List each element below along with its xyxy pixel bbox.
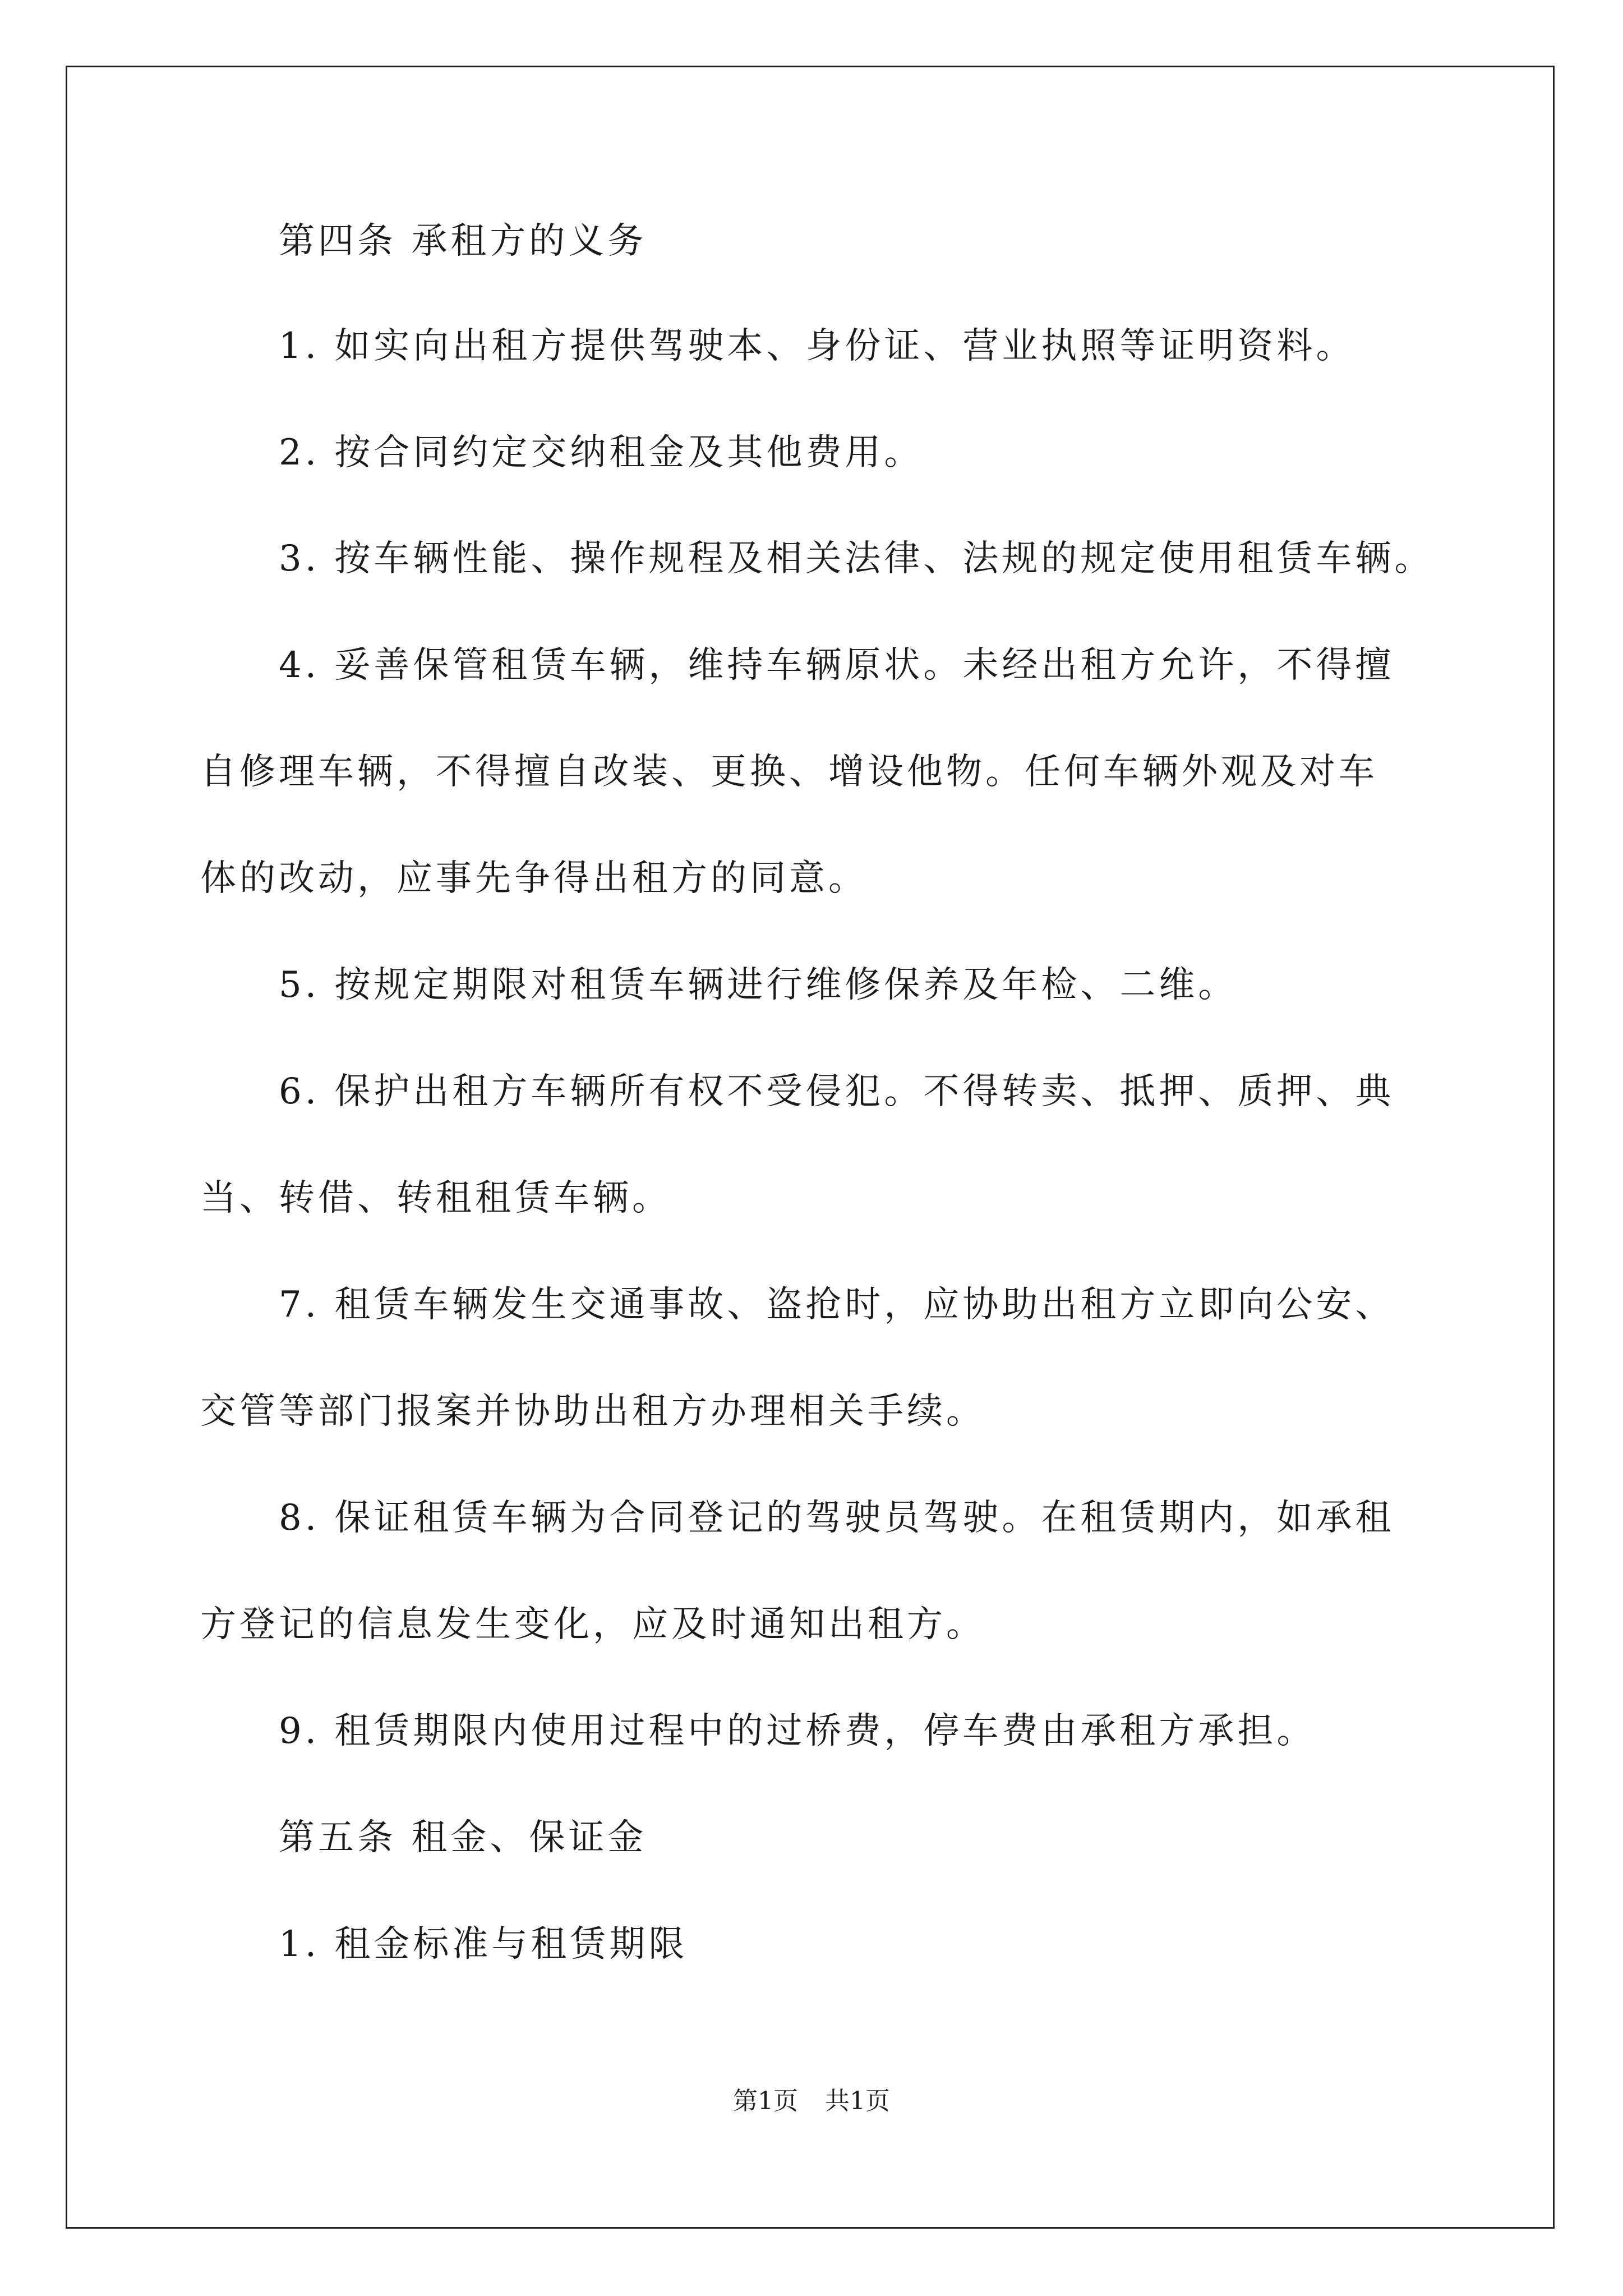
article-heading-4: 第四条 承租方的义务 [279, 220, 647, 262]
paragraph-line: 体的改动，应事先争得出租方的同意。 [200, 858, 868, 899]
paragraph-line: 6. 保护出租方车辆所有权不受侵犯。不得转卖、抵押、质押、典 [279, 1071, 1395, 1112]
article-heading-5: 第五条 租金、保证金 [279, 1817, 647, 1858]
paragraph-line: 1. 如实向出租方提供驾驶本、身份证、营业执照等证明资料。 [279, 325, 1355, 367]
paragraph-line: 当、转借、转租租赁车辆。 [200, 1177, 671, 1219]
page-number: 第1页 [733, 2087, 798, 2115]
paragraph-line: 自修理车辆，不得擅自改装、更换、增设他物。任何车辆外观及对车 [200, 751, 1378, 793]
paragraph-line: 2. 按合同约定交纳租金及其他费用。 [279, 432, 924, 473]
page-footer [0, 2086, 1623, 2117]
paragraph-line: 4. 妥善保管租赁车辆，维持车辆原状。未经出租方允许，不得擅 [279, 645, 1395, 686]
paragraph-line: 方登记的信息发生变化，应及时通知出租方。 [200, 1604, 985, 1645]
paragraph-line: 交管等部门报案并协助出租方办理相关手续。 [200, 1391, 985, 1432]
page-total: 共1页 [825, 2087, 890, 2115]
paragraph-line: 5. 按规定期限对租赁车辆进行维修保养及年检、二维。 [279, 964, 1238, 1006]
paragraph-line: 3. 按车辆性能、操作规程及相关法律、法规的规定使用租赁车辆。 [279, 538, 1434, 579]
paragraph-line: 1. 租金标准与租赁期限 [279, 1924, 688, 1965]
paragraph-line: 9. 租赁期限内使用过程中的过桥费，停车费由承租方承担。 [279, 1710, 1316, 1752]
paragraph-line: 8. 保证租赁车辆为合同登记的驾驶员驾驶。在租赁期内，如承租 [279, 1497, 1395, 1539]
paragraph-line: 7. 租赁车辆发生交通事故、盗抢时，应协助出租方立即向公安、 [279, 1284, 1395, 1326]
